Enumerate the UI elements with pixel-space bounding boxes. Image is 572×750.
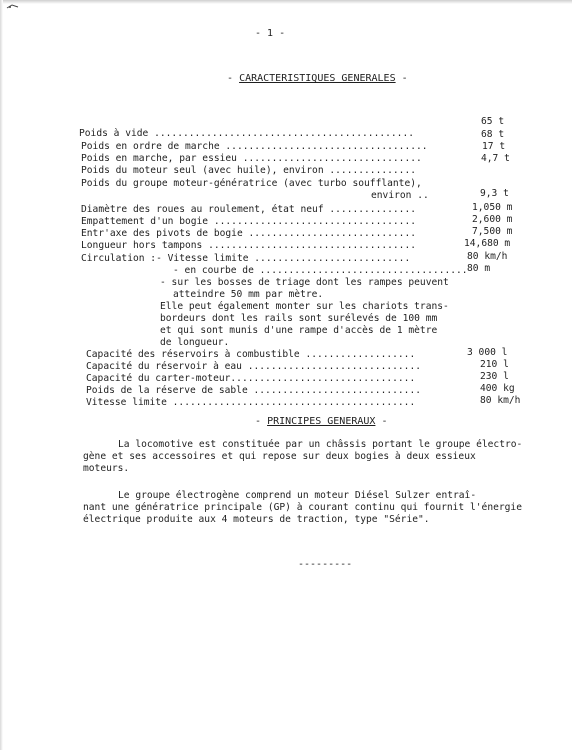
spec-label: Poids à vide ............................................. xyxy=(79,128,415,139)
paragraph-line: moteurs. xyxy=(83,463,130,474)
spec-label: Capacité du réservoir à eau .............................. xyxy=(86,361,422,372)
scan-top-edge xyxy=(0,0,572,4)
spec-label: Vitesse limite .......................................... xyxy=(86,397,416,408)
spec-label: Diamètre des roues au roulement, état neuf ............... xyxy=(81,204,417,215)
spec-label: - sur les bosses de triage dont les rampes peuvent xyxy=(160,277,449,288)
scan-mark-icon xyxy=(6,2,20,12)
spec-label: Entr'axe des pivots de bogie ............................. xyxy=(81,228,417,239)
paragraph-line: La locomotive est constituée par un châssis portant le groupe électro- xyxy=(118,439,523,450)
spec-label: Poids du moteur seul (avec huile), environ ............... xyxy=(81,165,417,176)
spec-value: 65 t xyxy=(481,116,505,127)
paragraph-line: électrique produite aux 4 moteurs de traction, type "Série". xyxy=(83,514,430,525)
spec-value: 14,680 m xyxy=(464,238,511,249)
spec-label: Capacité des réservoirs à combustible ................... xyxy=(86,349,416,360)
spec-label: environ .. xyxy=(371,190,429,201)
end-rule: --------- xyxy=(298,559,353,570)
spec-value: 4,7 t xyxy=(481,153,510,164)
section-title-caracteristiques: - CARACTERISTIQUES GENERALES - xyxy=(227,73,408,84)
spec-label: Poids en marche, par essieu ............................... xyxy=(81,153,422,164)
spec-label: Poids de la réserve de sable ............................. xyxy=(86,385,422,396)
paragraph-line: gène et ses accessoires et qui repose sur deux bogies à deux essieux xyxy=(83,451,476,462)
spec-value: 7,500 m xyxy=(472,226,513,237)
spec-value: 1,050 m xyxy=(472,202,513,213)
spec-label: Circulation :- Vitesse limite ........................... xyxy=(81,253,411,264)
spec-label: Poids en ordre de marche ................................... xyxy=(81,141,428,152)
spec-label: et qui sont munis d'une rampe d'accès de 1 mètre xyxy=(160,325,438,336)
spec-label: Empattement d'un bogie ................................... xyxy=(81,216,417,227)
spec-value: 2,600 m xyxy=(472,214,513,225)
spec-label: Elle peut également monter sur les chariots trans- xyxy=(160,301,449,312)
paragraph-line: nant une génératrice principale (GP) à courant continu qui fournit l'énergie xyxy=(83,502,522,513)
spec-label: bordeurs dont les rails sont surélevés de 100 mm xyxy=(160,313,438,324)
spec-label: - en courbe de .................................... xyxy=(173,265,468,276)
spec-label: Longueur hors tampons .................................... xyxy=(81,240,417,251)
spec-value: 68 t xyxy=(481,129,505,140)
spec-value: 80 m xyxy=(467,263,491,274)
section-title-principes: - PRINCIPES GENERAUX - xyxy=(255,416,388,427)
spec-value: 400 kg xyxy=(480,383,515,394)
paragraph-line: Le groupe électrogène comprend un moteur Diésel Sulzer entraî- xyxy=(118,490,477,501)
spec-label: de longueur. xyxy=(160,337,230,348)
scan-left-edge xyxy=(0,0,3,750)
spec-label: Poids du groupe moteur-génératrice (avec turbo soufflante), xyxy=(81,178,422,189)
spec-value: 9,3 t xyxy=(480,188,509,199)
spec-value: 3 000 l xyxy=(467,347,508,358)
spec-label: Capacité du carter-moteur................................ xyxy=(86,373,416,384)
spec-value: 17 t xyxy=(482,141,506,152)
page-number: - 1 - xyxy=(255,28,286,39)
spec-value: 210 l xyxy=(480,359,509,370)
spec-value: 230 l xyxy=(480,371,509,382)
spec-value: 80 km/h xyxy=(467,251,508,262)
spec-label: atteindre 50 mm par mètre. xyxy=(173,289,324,300)
spec-value: 80 km/h xyxy=(480,395,521,406)
